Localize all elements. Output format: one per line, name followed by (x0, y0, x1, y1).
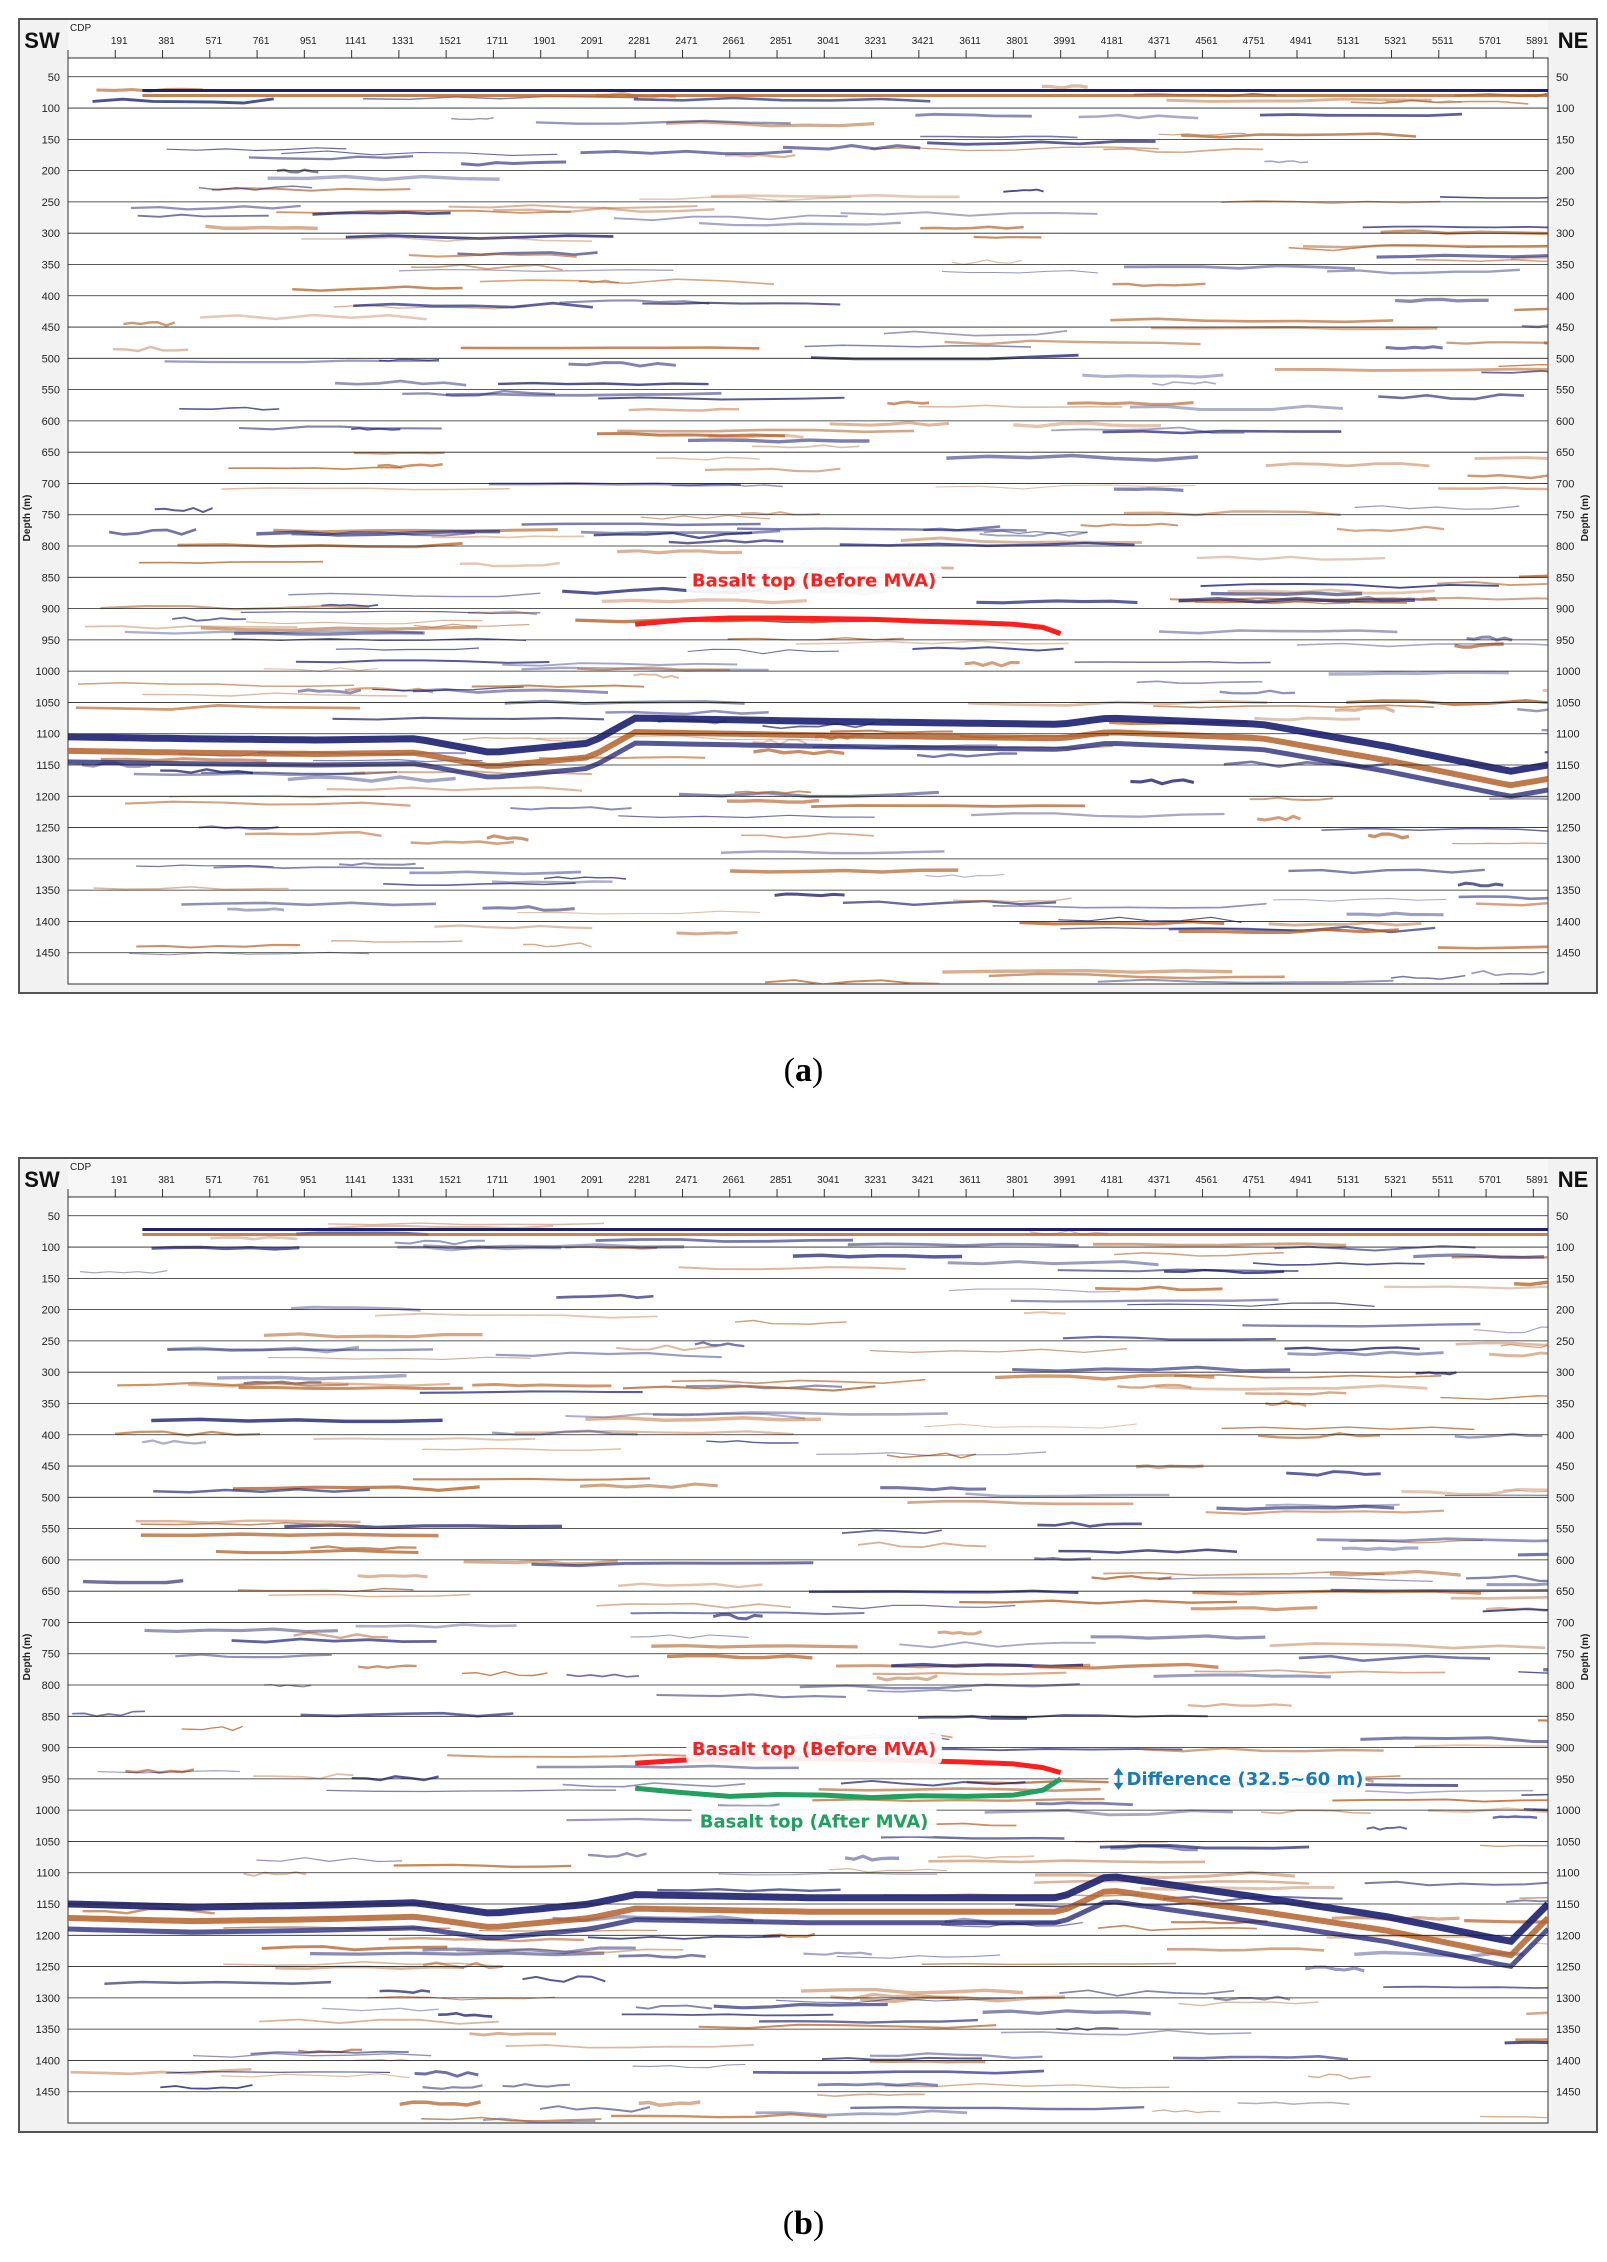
depth-tick-left-1250: 1250 (35, 822, 60, 835)
depth-tick-left-1000: 1000 (35, 666, 60, 679)
depth-tick-right-600: 600 (1556, 415, 1575, 428)
ne-label: NE (1557, 28, 1589, 53)
cdp-tick-4751: 4751 (1242, 1175, 1265, 1186)
depth-tick-left-1200: 1200 (35, 791, 60, 804)
depth-tick-left-400: 400 (41, 290, 60, 303)
depth-tick-left-100: 100 (41, 103, 60, 116)
seismic-section-a (18, 18, 1598, 994)
cdp-tick-4561: 4561 (1195, 36, 1218, 47)
label-before-mva (686, 565, 942, 595)
cdp-tick-761: 761 (252, 1175, 270, 1186)
depth-tick-left-1150: 1150 (36, 1899, 60, 1912)
cdp-tick-1711: 1711 (486, 1175, 509, 1186)
depth-tick-left-250: 250 (41, 196, 60, 209)
depth-tick-left-200: 200 (41, 1304, 60, 1317)
depth-tick-left-1100: 1100 (36, 728, 60, 741)
cdp-tick-2281: 2281 (628, 1175, 651, 1186)
depth-tick-right-1250: 1250 (1556, 822, 1581, 835)
cdp-tick-5891: 5891 (1526, 1175, 1549, 1186)
cdp-tick-5891: 5891 (1526, 36, 1549, 47)
depth-tick-right-300: 300 (1556, 1367, 1575, 1380)
depth-tick-right-700: 700 (1556, 1617, 1575, 1630)
depth-tick-right-950: 950 (1556, 634, 1575, 647)
depth-tick-left-500: 500 (41, 1492, 60, 1505)
cdp-tick-5511: 5511 (1432, 36, 1454, 47)
cdp-tick-5701: 5701 (1478, 1175, 1502, 1186)
depth-tick-right-500: 500 (1556, 1492, 1575, 1505)
cdp-tick-951: 951 (299, 36, 317, 47)
cdp-tick-4371: 4371 (1148, 36, 1171, 47)
depth-tick-left-800: 800 (41, 541, 60, 554)
cdp-tick-381: 381 (158, 1175, 175, 1186)
depth-tick-right-250: 250 (1556, 196, 1575, 209)
depth-tick-left-800: 800 (41, 1680, 60, 1693)
depth-tick-left-1050: 1050 (35, 1836, 60, 1849)
seismic-panel-b (18, 1157, 1598, 2133)
depth-tick-right-1450: 1450 (1556, 947, 1581, 960)
cdp-tick-3801: 3801 (1006, 36, 1029, 47)
depth-tick-right-400: 400 (1556, 1429, 1575, 1442)
cdp-tick-2091: 2091 (580, 36, 604, 47)
depth-tick-left-900: 900 (41, 603, 60, 616)
depth-tick-left-1350: 1350 (35, 2024, 60, 2037)
caption-a-letter: a (795, 1052, 812, 1089)
ne-label: NE (1557, 1167, 1589, 1192)
seismic-panel-a (18, 18, 1598, 994)
depth-tick-left-950: 950 (41, 1773, 60, 1786)
depth-axis-label-left: Depth (m) (22, 1633, 33, 1681)
depth-tick-right-400: 400 (1556, 290, 1575, 303)
depth-tick-left-1250: 1250 (35, 1961, 60, 1974)
depth-tick-left-750: 750 (41, 1648, 60, 1661)
cdp-tick-2661: 2661 (722, 36, 745, 47)
depth-tick-left-1300: 1300 (35, 1992, 60, 2005)
depth-tick-left-100: 100 (41, 1242, 60, 1255)
depth-tick-left-50: 50 (47, 71, 60, 84)
depth-tick-right-150: 150 (1556, 1273, 1575, 1286)
cdp-tick-4751: 4751 (1242, 36, 1265, 47)
depth-tick-right-100: 100 (1556, 1242, 1575, 1255)
depth-tick-left-550: 550 (41, 384, 60, 397)
depth-tick-right-800: 800 (1556, 541, 1575, 554)
depth-tick-right-1300: 1300 (1556, 853, 1581, 866)
cdp-tick-1521: 1521 (439, 36, 462, 47)
cdp-tick-4371: 4371 (1148, 1175, 1171, 1186)
depth-tick-left-400: 400 (41, 1429, 60, 1442)
depth-tick-left-150: 150 (41, 134, 60, 147)
depth-tick-left-1050: 1050 (35, 697, 60, 710)
depth-tick-left-1450: 1450 (35, 947, 60, 960)
depth-tick-right-200: 200 (1556, 1304, 1575, 1317)
depth-tick-right-1000: 1000 (1556, 1805, 1581, 1818)
depth-tick-right-50: 50 (1556, 1210, 1569, 1223)
cdp-tick-2091: 2091 (580, 1175, 604, 1186)
depth-tick-right-1100: 1100 (1556, 728, 1580, 741)
seismic-section-b (18, 1157, 1598, 2133)
label-before-mva (686, 1734, 942, 1764)
depth-tick-left-700: 700 (41, 478, 60, 491)
depth-tick-right-850: 850 (1556, 1711, 1575, 1724)
depth-tick-right-300: 300 (1556, 228, 1575, 241)
label-after-mva-text: Basalt top (After MVA) (699, 1811, 929, 1833)
depth-tick-right-450: 450 (1556, 1461, 1575, 1474)
label-difference (1109, 1764, 1366, 1794)
depth-tick-right-600: 600 (1556, 1554, 1575, 1567)
cdp-tick-3231: 3231 (864, 1175, 887, 1186)
cdp-tick-5701: 5701 (1478, 36, 1502, 47)
depth-tick-right-750: 750 (1556, 1648, 1575, 1661)
depth-tick-left-1200: 1200 (35, 1930, 60, 1943)
cdp-tick-3421: 3421 (911, 1175, 934, 1186)
depth-tick-right-500: 500 (1556, 353, 1575, 366)
cdp-tick-3041: 3041 (817, 36, 840, 47)
depth-tick-right-150: 150 (1556, 134, 1575, 147)
depth-tick-right-700: 700 (1556, 478, 1575, 491)
cdp-tick-3611: 3611 (959, 1175, 981, 1186)
depth-tick-right-800: 800 (1556, 1680, 1575, 1693)
depth-tick-right-1200: 1200 (1556, 1930, 1581, 1943)
depth-tick-left-1000: 1000 (35, 1805, 60, 1818)
depth-tick-left-700: 700 (41, 1617, 60, 1630)
depth-tick-left-1400: 1400 (35, 916, 60, 929)
depth-tick-left-600: 600 (41, 415, 60, 428)
cdp-axis-name: CDP (70, 23, 92, 34)
cdp-tick-1331: 1331 (391, 36, 415, 47)
label-difference-text: Difference (32.5~60 m) (1126, 1768, 1364, 1790)
cdp-axis-bar (68, 1159, 1548, 1195)
sw-label: SW (24, 28, 60, 53)
cdp-tick-1901: 1901 (533, 1175, 556, 1186)
depth-tick-right-1000: 1000 (1556, 666, 1581, 679)
depth-tick-right-1100: 1100 (1556, 1867, 1580, 1880)
depth-tick-left-550: 550 (41, 1523, 60, 1536)
cdp-tick-951: 951 (299, 1175, 317, 1186)
depth-tick-left-850: 850 (41, 572, 60, 585)
cdp-tick-4181: 4181 (1100, 36, 1124, 47)
depth-tick-right-900: 900 (1556, 603, 1575, 616)
cdp-tick-4181: 4181 (1100, 1175, 1124, 1186)
depth-tick-right-550: 550 (1556, 1523, 1575, 1536)
depth-tick-right-50: 50 (1556, 71, 1569, 84)
depth-axis-label-right: Depth (m) (1580, 1633, 1591, 1681)
cdp-tick-4561: 4561 (1195, 1175, 1218, 1186)
depth-tick-right-650: 650 (1556, 447, 1575, 460)
depth-tick-right-1250: 1250 (1556, 1961, 1581, 1974)
depth-tick-right-1450: 1450 (1556, 2086, 1581, 2099)
cdp-tick-5131: 5131 (1337, 36, 1360, 47)
sw-label: SW (24, 1167, 60, 1192)
depth-tick-right-100: 100 (1556, 103, 1575, 116)
cdp-tick-3991: 3991 (1053, 36, 1076, 47)
depth-tick-left-1350: 1350 (35, 885, 60, 898)
cdp-tick-2661: 2661 (722, 1175, 745, 1186)
depth-tick-left-950: 950 (41, 634, 60, 647)
cdp-tick-571: 571 (205, 1175, 223, 1186)
depth-tick-right-1050: 1050 (1556, 1836, 1581, 1849)
cdp-tick-1901: 1901 (533, 36, 556, 47)
depth-tick-left-650: 650 (41, 1586, 60, 1599)
depth-tick-left-450: 450 (41, 1461, 60, 1474)
depth-tick-right-1300: 1300 (1556, 1992, 1581, 2005)
cdp-tick-1711: 1711 (486, 36, 509, 47)
cdp-tick-3801: 3801 (1006, 1175, 1029, 1186)
depth-tick-left-300: 300 (41, 1367, 60, 1380)
depth-tick-left-500: 500 (41, 353, 60, 366)
cdp-tick-3231: 3231 (864, 36, 887, 47)
depth-tick-right-1200: 1200 (1556, 791, 1581, 804)
depth-tick-right-650: 650 (1556, 1586, 1575, 1599)
cdp-tick-4941: 4941 (1289, 36, 1313, 47)
depth-tick-left-850: 850 (41, 1711, 60, 1724)
depth-tick-right-750: 750 (1556, 509, 1575, 522)
label-before-mva-text: Basalt top (Before MVA) (691, 1738, 937, 1760)
depth-tick-right-1050: 1050 (1556, 697, 1581, 710)
depth-tick-left-1100: 1100 (36, 1867, 60, 1880)
depth-tick-left-150: 150 (41, 1273, 60, 1286)
depth-tick-left-900: 900 (41, 1742, 60, 1755)
cdp-axis-name: CDP (70, 1162, 92, 1173)
cdp-tick-571: 571 (205, 36, 223, 47)
cdp-tick-2851: 2851 (769, 36, 793, 47)
cdp-tick-2471: 2471 (675, 36, 698, 47)
cdp-tick-191: 191 (110, 1175, 128, 1186)
depth-tick-right-550: 550 (1556, 384, 1575, 397)
depth-tick-right-350: 350 (1556, 1398, 1575, 1411)
cdp-tick-2281: 2281 (628, 36, 651, 47)
depth-tick-right-450: 450 (1556, 322, 1575, 335)
depth-tick-right-1350: 1350 (1556, 885, 1581, 898)
depth-tick-left-1450: 1450 (35, 2086, 60, 2099)
depth-tick-right-1150: 1150 (1556, 1899, 1580, 1912)
depth-tick-left-650: 650 (41, 447, 60, 460)
depth-tick-right-950: 950 (1556, 1773, 1575, 1786)
depth-tick-right-1150: 1150 (1556, 760, 1580, 773)
depth-tick-right-1350: 1350 (1556, 2024, 1581, 2037)
depth-axis-label-right: Depth (m) (1580, 494, 1591, 542)
depth-tick-left-750: 750 (41, 509, 60, 522)
depth-tick-right-200: 200 (1556, 165, 1575, 178)
cdp-tick-1331: 1331 (391, 1175, 415, 1186)
cdp-tick-2851: 2851 (769, 1175, 793, 1186)
cdp-tick-3041: 3041 (817, 1175, 840, 1186)
cdp-tick-1521: 1521 (439, 1175, 462, 1186)
depth-tick-right-1400: 1400 (1556, 916, 1581, 929)
depth-tick-right-350: 350 (1556, 259, 1575, 272)
depth-tick-right-1400: 1400 (1556, 2055, 1581, 2068)
caption-a: (a) (783, 1052, 824, 1089)
cdp-tick-5321: 5321 (1384, 36, 1407, 47)
depth-tick-right-850: 850 (1556, 572, 1575, 585)
cdp-tick-381: 381 (158, 36, 175, 47)
depth-tick-left-250: 250 (41, 1335, 60, 1348)
cdp-tick-1141: 1141 (344, 1175, 367, 1186)
cdp-tick-191: 191 (110, 36, 128, 47)
cdp-tick-3421: 3421 (911, 36, 934, 47)
depth-tick-right-900: 900 (1556, 1742, 1575, 1755)
cdp-tick-761: 761 (252, 36, 270, 47)
depth-tick-left-1300: 1300 (35, 853, 60, 866)
label-before-mva-text: Basalt top (Before MVA) (691, 570, 937, 592)
cdp-axis-bar (68, 20, 1548, 56)
caption-b-letter: b (794, 2205, 813, 2242)
depth-tick-left-350: 350 (41, 259, 60, 272)
depth-tick-left-600: 600 (41, 1554, 60, 1567)
cdp-tick-1141: 1141 (344, 36, 367, 47)
depth-tick-left-50: 50 (47, 1210, 60, 1223)
cdp-tick-4941: 4941 (1289, 1175, 1313, 1186)
cdp-tick-5131: 5131 (1337, 1175, 1360, 1186)
depth-tick-right-250: 250 (1556, 1335, 1575, 1348)
depth-tick-left-1400: 1400 (35, 2055, 60, 2068)
depth-tick-left-300: 300 (41, 228, 60, 241)
cdp-tick-3991: 3991 (1053, 1175, 1076, 1186)
cdp-tick-3611: 3611 (959, 36, 981, 47)
depth-tick-left-200: 200 (41, 165, 60, 178)
depth-tick-left-450: 450 (41, 322, 60, 335)
depth-tick-left-350: 350 (41, 1398, 60, 1411)
caption-b: (b) (782, 2205, 825, 2242)
cdp-tick-5511: 5511 (1432, 1175, 1454, 1186)
cdp-tick-2471: 2471 (675, 1175, 698, 1186)
cdp-tick-5321: 5321 (1384, 1175, 1407, 1186)
depth-tick-left-1150: 1150 (36, 760, 60, 773)
label-after-mva (692, 1806, 937, 1836)
depth-axis-label-left: Depth (m) (22, 494, 33, 542)
